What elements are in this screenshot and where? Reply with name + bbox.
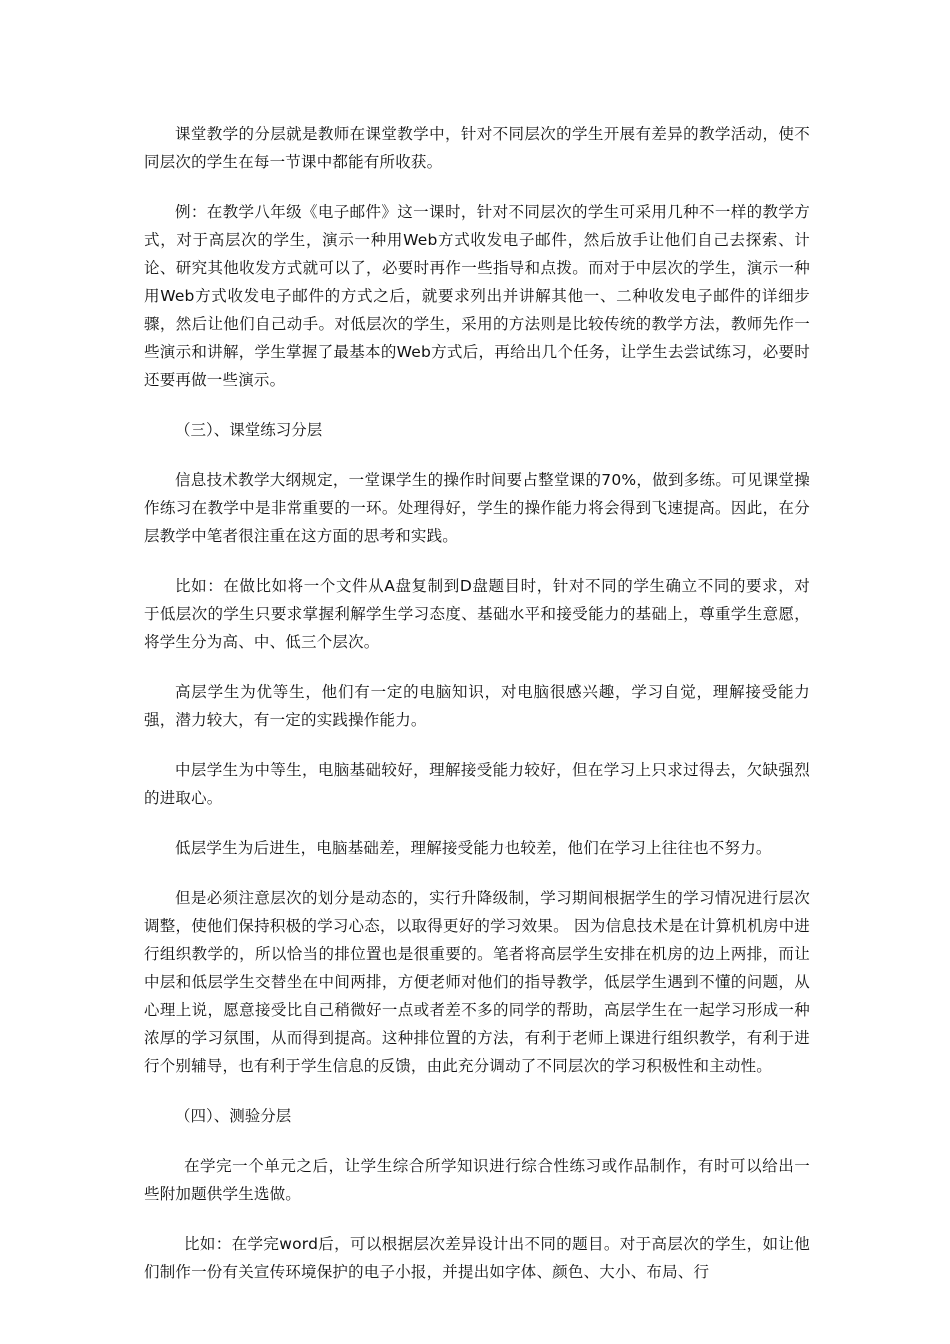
paragraph-syllabus: 信息技术教学大纲规定，一堂课学生的操作时间要占整堂课的70%，做到多练。可见课堂操作练习在教学中是非常重要的一环。处理得好，学生的操作能力将会得到飞速提高。因此，在分层教学中笔者很注重在这方面的思考和实践。: [144, 471, 810, 545]
section-heading-3: （三）、课堂练习分层: [175, 421, 323, 439]
paragraph-mid-level: 中层学生为中等生，电脑基础较好，理解接受能力较好，但在学习上只求过得去，欠缺强烈的进取心。: [144, 761, 810, 807]
paragraph-copy-example: 比如：在做比如将一个文件从A盘复制到D盘题目时，针对不同的学生确立不同的要求，对于低层次的学生只要求掌握利解学生学习态度、基础水平和接受能力的基础上，尊重学生意愿，将学生分为高、中、低三个层次。: [144, 577, 810, 651]
paragraph-low-level: 低层学生为后进生，电脑基础差，理解接受能力也较差，他们在学习上往往也不努力。: [175, 839, 772, 857]
document-body: [144, 120, 810, 1308]
paragraph-email-example: 例：在教学八年级《电子邮件》这一课时，针对不同层次的学生可采用几种不一样的教学方式，对于高层次的学生，演示一种用Web方式收发电子邮件，然后放手让他们自己去探索、计论、研究其他收发方式就可以了，必要时再作一些指导和点拨。而对于中层次的学生，演示一种用Web方式收发电子邮件的方式之后，就要求列出并讲解其他一、二种收发电子邮件的详细步骤，然后让他们自己动手。对低层次的学生，采用的方法则是比较传统的教学方法，教师先作一些演示和讲解，学生掌握了最基本的Web方式后，再给出几个任务，让学生去尝试练习，必要时还要再做一些演示。: [144, 203, 810, 389]
paragraph-high-level: 高层学生为优等生，他们有一定的电脑知识，对电脑很感兴趣，学习自觉，理解接受能力强，潜力较大，有一定的实践操作能力。: [144, 683, 810, 729]
paragraph-word-example: 比如：在学完word后，可以根据层次差异设计出不同的题目。对于高层次的学生，如让他们制作一份有关宣传环境保护的电子小报，并提出如字体、颜色、大小、布局、行: [144, 1235, 810, 1281]
paragraph-dynamic-levels: 但是必须注意层次的划分是动态的，实行升降级制，学习期间根据学生的学习情况进行层次调整，使他们保持积极的学习心态，以取得更好的学习效果。 因为信息技术是在计算机机房中进行组织教学的，所以恰当的排位置也是很重要的。笔者将高层学生安排在机房的边上两排，而让中层和低层学生交替坐在中间两排，方便老师对他们的指导教学，低层学生遇到不懂的问题，从心理上说，愿意接受比自己稍微好一点或者差不多的同学的帮助，高层学生在一起学习形成一种浓厚的学习氛围，从而得到提高。这种排位置的方法，有利于老师上课进行组织教学，有利于进行个别辅导，也有利于学生信息的反馈，由此充分调动了不同层次的学习积极性和主动性。: [144, 889, 810, 1075]
paragraph-unit-test: 在学完一个单元之后，让学生综合所学知识进行综合性练习或作品制作，有时可以给出一些附加题供学生选做。: [144, 1157, 810, 1203]
section-heading-4: （四）、测验分层: [175, 1107, 292, 1125]
paragraph-layered-teaching: 课堂教学的分层就是教师在课堂教学中，针对不同层次的学生开展有差异的教学活动，使不同层次的学生在每一节课中都能有所收获。: [144, 125, 810, 171]
